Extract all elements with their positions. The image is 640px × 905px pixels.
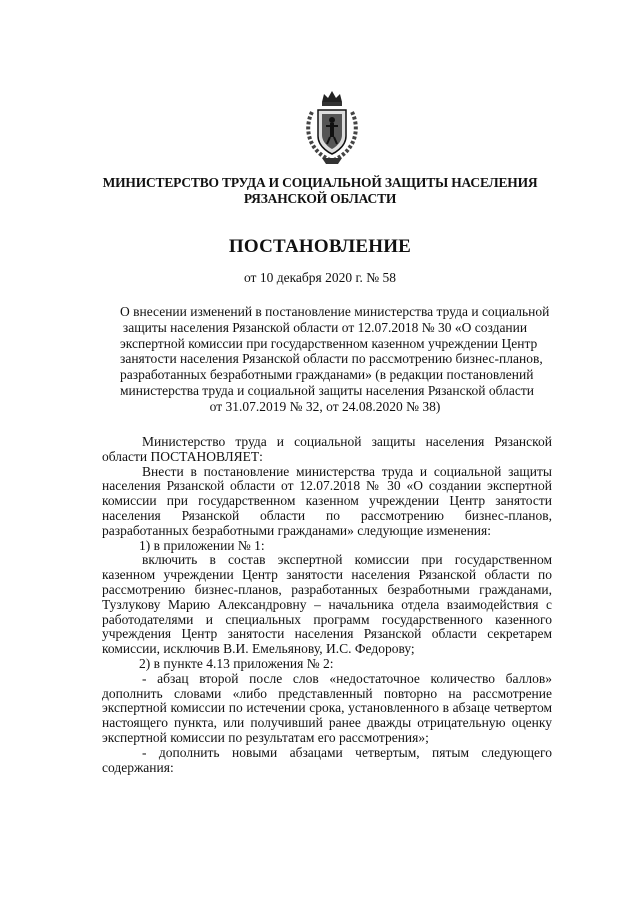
- document-body: [102, 435, 552, 775]
- item-2-heading: 2) в пункте 4.13 приложения № 2:: [139, 655, 334, 671]
- ministry-name-line2: РЯЗАНСКОЙ ОБЛАСТИ: [243, 191, 397, 206]
- subject-line: О внесении изменений в постановление министерства труда и социальной: [120, 304, 550, 319]
- document-subject: [120, 304, 550, 415]
- document-title: ПОСТАНОВЛЕНИЕ: [228, 236, 412, 257]
- subject-line: министерства труда и социальной защиты населения Рязанской области: [120, 382, 534, 398]
- subject-line: от 31.07.2019 № 32, от 24.08.2020 № 38): [209, 398, 441, 414]
- item-2-addition-line: - дополнить новыми абзацами четвертым, пятым следующего: [142, 744, 552, 760]
- ministry-name-line1: МИНИСТЕРСТВО ТРУДА И СОЦИАЛЬНОЙ ЗАЩИТЫ НАСЕЛЕНИЯ: [102, 175, 538, 190]
- subject-line: экспертной комиссии при государственном казенном учреждении Центр: [120, 335, 538, 351]
- item-1-text: включить в состав экспертной комиссии при государственном казенном учреждении Центр занятости населения Рязанской области по рассмотрению бизнес-планов, разработанных безработными гражданами, Тузлукову Марию Александровну – начальника отдела взаимодействия с работодателями и специальных программ государственного казенного учреждения Центр занятости населения Рязанской области секретарем комиссии, исключив В.И. Емельянову, И.С. Федорову;: [102, 552, 552, 657]
- subject-line: разработанных безработными гражданами» (в редакции постановлений: [120, 367, 534, 383]
- item-2-text: - абзац второй после слов «недостаточное количество баллов» дополнить словами «либо представленный повторно на рассмотрение экспертной комиссии по истечении срока, установленного в абзаце четвертом настоящего пункта, или получивший ранее дважды отрицательную оценку экспертной комиссии по результатам его рассмотрения»;: [102, 670, 552, 745]
- main-paragraph: Внести в постановление министерства труда и социальной защиты населения Рязанской области от 12.07.2018 № 30 «О создании экспертной комиссии при государственном казенном учреждении Центр занятости населения Рязанской области по рассмотрению бизнес-планов, разработанных безработными гражданами» следующие изменения:: [102, 463, 552, 538]
- document-date-number: от 10 декабря 2020 г. № 58: [243, 270, 397, 285]
- subject-line: защиты населения Рязанской области от 12.07.2018 № 30 «О создании: [122, 319, 528, 335]
- subject-line: занятости населения Рязанской области по рассмотрению бизнес-планов,: [120, 351, 543, 367]
- intro-paragraph: Министерство труда и социальной защиты населения Рязанской области ПОСТАНОВЛЯЕТ:: [102, 434, 552, 464]
- coat-of-arms-emblem: [300, 88, 364, 166]
- item-1-heading: 1) в приложении № 1:: [139, 537, 265, 553]
- item-2-addition-tail: содержания:: [102, 759, 174, 775]
